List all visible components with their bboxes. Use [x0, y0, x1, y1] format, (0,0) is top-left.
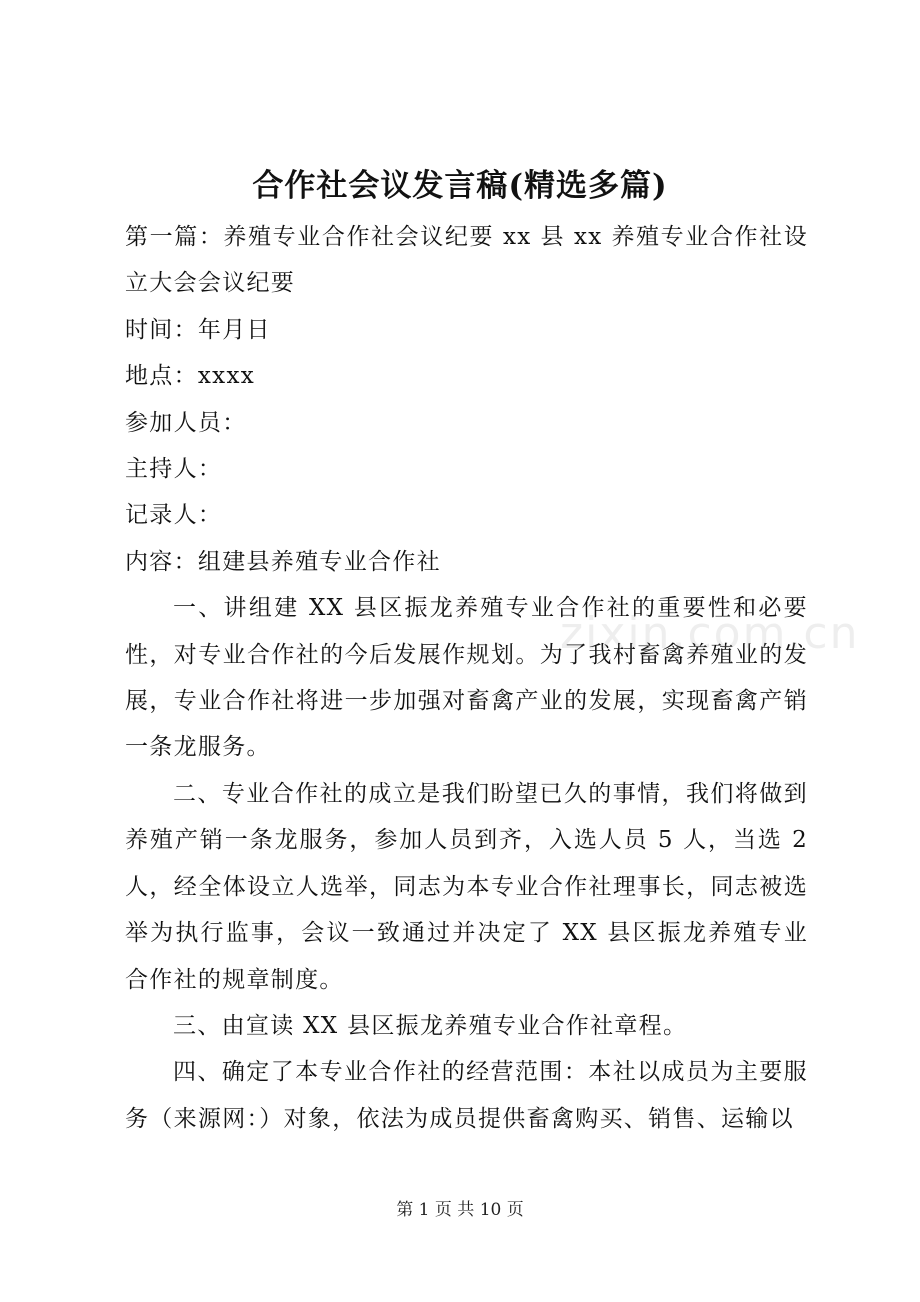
- watermark: zixin.com.cn: [560, 608, 860, 659]
- paragraph-item-4: 四、确定了本专业合作社的经营范围：本社以成员为主要服务（来源网：）对象，依法为成员提供畜禽购买、销售、运输以: [125, 1059, 808, 1132]
- page-footer: 第 1 页 共 10 页: [396, 1200, 524, 1220]
- paragraph-item-3: 三、由宣读 XX 县区振龙养殖专业合作社章程。: [173, 1012, 688, 1039]
- paragraph-item-2: 二、专业合作社的成立是我们盼望已久的事情，我们将做到养殖产销一条龙服务，参加人员到齐，入选人员 5 人，当选 2 人，经全体设立人选举，同志为本专业合作社理事长，同志被选举为执行监事，会议一致通过并决定了 XX 县区振龙养殖专业合作社的规章制度。: [125, 780, 808, 993]
- paragraph-recorder: 记录人：: [125, 502, 223, 529]
- paragraph-time: 时间：年月日: [125, 316, 271, 343]
- paragraph-attendees: 参加人员：: [125, 409, 247, 436]
- paragraph-location: 地点：xxxx: [125, 363, 255, 390]
- paragraph-content: 内容：组建县养殖专业合作社: [125, 548, 441, 575]
- document-title: 合作社会议发言稿(精选多篇): [252, 168, 668, 204]
- paragraph-item-1: 一、讲组建 XX 县区振龙养殖专业合作社的重要性和必要性，对专业合作社的今后发展作规划。为了我村畜禽养殖业的发展，专业合作社将进一步加强对畜禽产业的发展，实现畜禽产销一条龙服务。: [125, 595, 808, 761]
- paragraph-host: 主持人：: [125, 456, 223, 483]
- paragraph-section-heading: 第一篇：养殖专业合作社会议纪要 xx 县 xx 养殖专业合作社设立大会会议纪要: [125, 224, 808, 297]
- document-body: [125, 214, 808, 1142]
